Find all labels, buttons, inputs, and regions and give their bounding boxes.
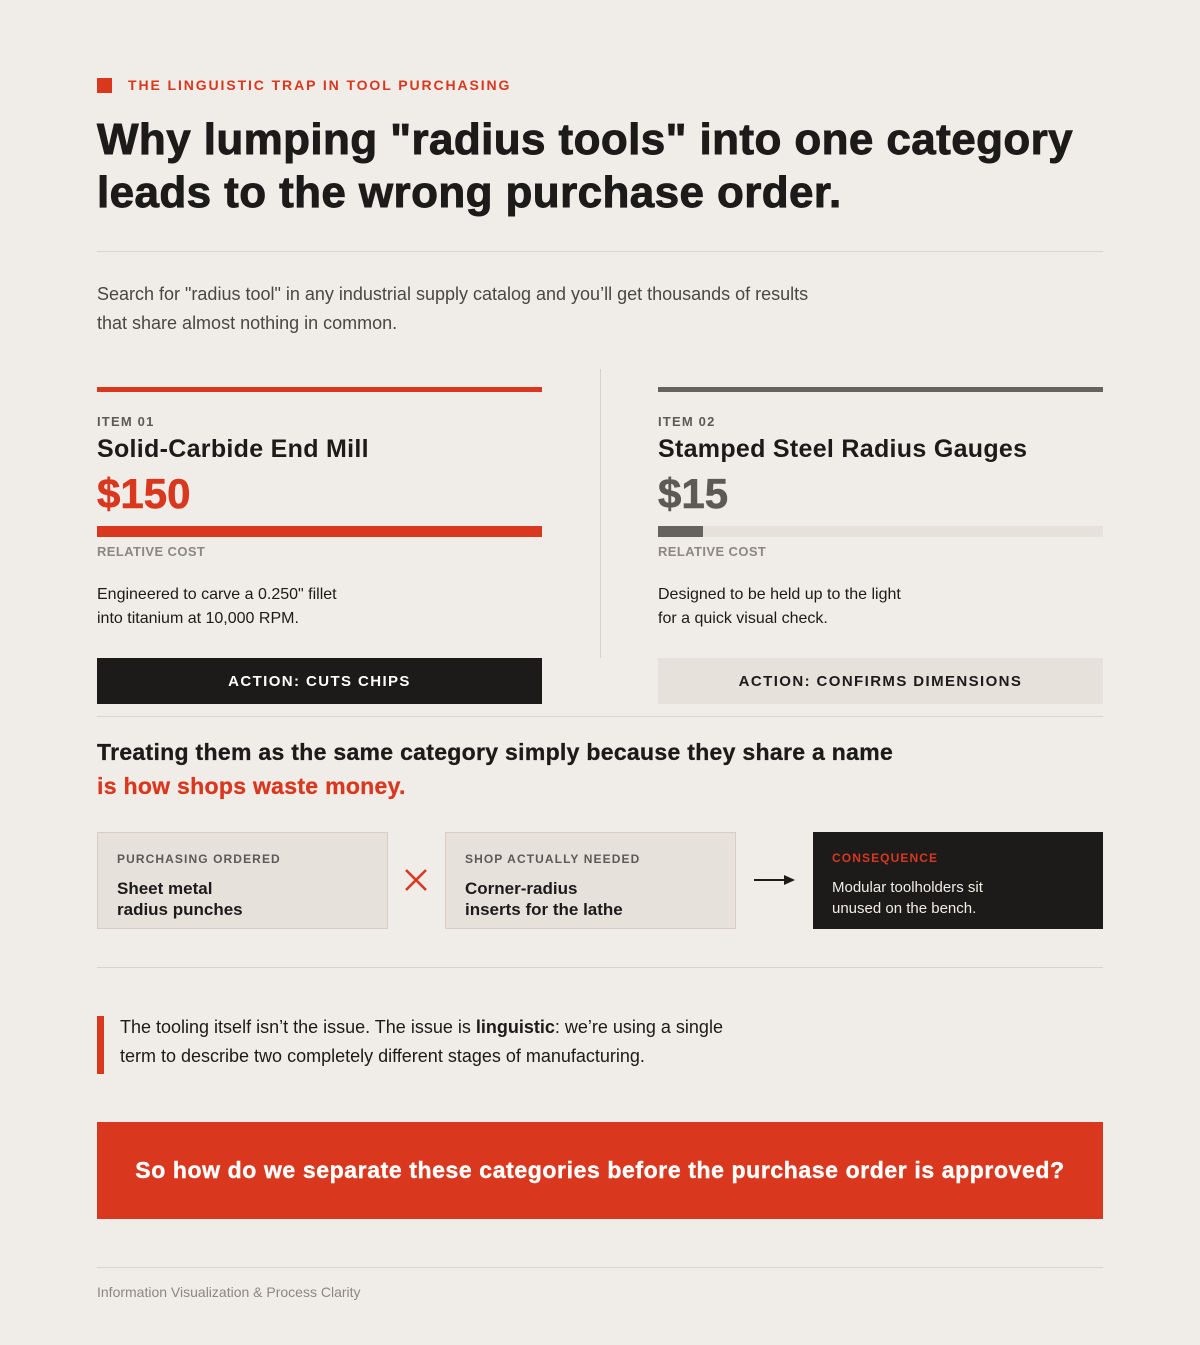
- eyebrow: [97, 77, 511, 93]
- flow-value-line-1: Sheet metal: [117, 879, 213, 898]
- arrow-right-icon: [754, 873, 796, 887]
- column-divider: [600, 369, 601, 658]
- desc-line-1: Designed to be held up to the light: [658, 586, 901, 603]
- flow-value-line-1: Modular toolholders sit: [832, 879, 983, 896]
- intro-line-2: that share almost nothing in common.: [97, 313, 398, 333]
- divider-lower: [97, 967, 1103, 968]
- footer-text: Information Visualization & Process Clarity: [97, 1284, 361, 1300]
- pull-quote: [97, 1016, 800, 1074]
- quote-text: [120, 1013, 800, 1074]
- flow-label: SHOP ACTUALLY NEEDED: [465, 852, 641, 866]
- key-statement: [97, 735, 893, 803]
- relative-cost-fill: [658, 526, 703, 537]
- relative-cost-label: RELATIVE COST: [658, 544, 767, 559]
- action-tag-cuts-chips: ACTION: CUTS CHIPS: [97, 658, 542, 704]
- card-accent-bar: [97, 387, 542, 392]
- flow-value-line-2: radius punches: [117, 900, 243, 919]
- desc-line-1: Engineered to carve a 0.250" fillet: [97, 586, 337, 603]
- quote-line-2: term to describe two completely different stages of manufacturing.: [120, 1046, 645, 1066]
- quote-part-2: : we’re using a single: [554, 1017, 723, 1037]
- item-number: ITEM 02: [658, 414, 716, 429]
- flow-box-purchasing-ordered: [97, 832, 388, 929]
- card-accent-bar: [658, 387, 1103, 392]
- flow-box-shop-needed: [445, 832, 736, 929]
- quote-emphasis: linguistic: [475, 1017, 555, 1037]
- question-banner: [97, 1122, 1103, 1219]
- desc-line-2: into titanium at 10,000 RPM.: [97, 610, 299, 627]
- flow-value-line-2: inserts for the lathe: [465, 900, 623, 919]
- quote-part-1: The tooling itself isn’t the issue. The issue is: [120, 1017, 476, 1037]
- divider-middle: [97, 716, 1103, 717]
- eyebrow-text: THE LINGUISTIC TRAP IN TOOL PURCHASING: [128, 77, 512, 93]
- quote-accent-bar: [97, 1016, 104, 1074]
- item-name: Stamped Steel Radius Gauges: [658, 435, 1028, 463]
- relative-cost-label: RELATIVE COST: [97, 544, 206, 559]
- intro-paragraph: [97, 280, 897, 338]
- key-statement-emphasis: is how shops waste money.: [97, 773, 406, 799]
- item-card-radius-gauges: [658, 387, 1103, 690]
- flow-label: CONSEQUENCE: [832, 851, 939, 865]
- flow-box-consequence: [813, 832, 1103, 929]
- divider-footer: [97, 1267, 1103, 1268]
- relative-cost-fill: [97, 526, 542, 537]
- key-statement-line-1: Treating them as the same category simply because they share a name: [97, 739, 894, 765]
- item-number: ITEM 01: [97, 414, 155, 429]
- flow-value-line-2: unused on the bench.: [832, 900, 977, 917]
- eyebrow-square-icon: [97, 78, 112, 93]
- desc-line-2: for a quick visual check.: [658, 610, 828, 627]
- page-title: [97, 113, 1197, 219]
- mismatch-x-icon: [404, 868, 428, 892]
- flow-value: [117, 878, 368, 920]
- item-price: $150: [97, 470, 191, 517]
- divider-top: [97, 251, 1103, 252]
- item-card-end-mill: [97, 387, 542, 690]
- relative-cost-bar: [658, 526, 1103, 537]
- intro-line-1: Search for "radius tool" in any industrial supply catalog and you’ll get thousands of results: [97, 284, 809, 304]
- item-description: [97, 583, 397, 631]
- flow-value-line-1: Corner-radius: [465, 879, 578, 898]
- flow-label: PURCHASING ORDERED: [117, 852, 281, 866]
- flow-value: [832, 877, 1084, 919]
- title-line-1: Why lumping "radius tools" into one category: [97, 115, 1074, 164]
- item-name: Solid-Carbide End Mill: [97, 435, 369, 463]
- question-banner-text: So how do we separate these categories before the purchase order is approved?: [135, 1157, 1065, 1183]
- title-line-2: leads to the wrong purchase order.: [97, 168, 842, 217]
- item-price: $15: [658, 470, 729, 517]
- flow-value: [465, 878, 716, 920]
- relative-cost-bar: [97, 526, 542, 537]
- item-description: [658, 583, 958, 631]
- action-tag-confirms-dimensions: ACTION: CONFIRMS DIMENSIONS: [658, 658, 1103, 704]
